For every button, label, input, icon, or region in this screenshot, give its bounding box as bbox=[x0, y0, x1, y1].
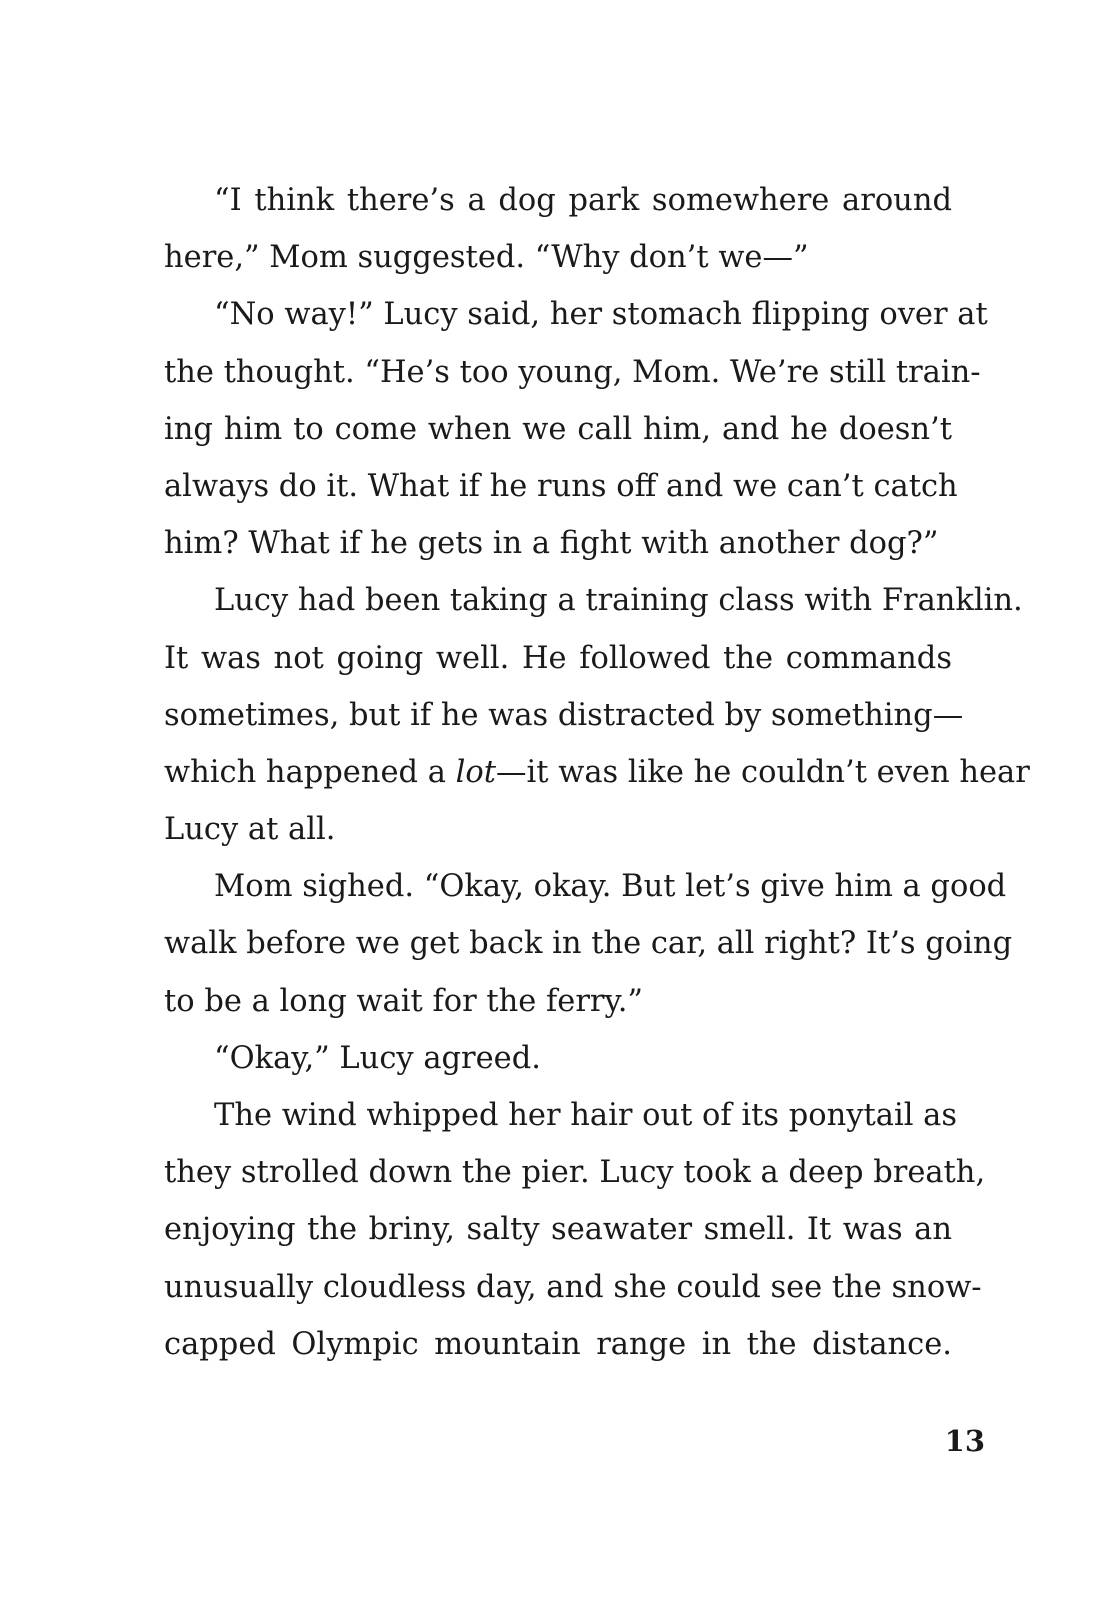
text-line: It was not going well. He followed the commands bbox=[164, 640, 952, 676]
text-line: unusually cloudless day, and she could see the snow- bbox=[164, 1269, 982, 1305]
text-line: “Okay,” Lucy agreed. bbox=[214, 1040, 541, 1076]
text-line: capped Olympic mountain range in the distance. bbox=[164, 1326, 952, 1362]
text-line: sometimes, but if he was distracted by something— bbox=[164, 697, 964, 733]
text-line: Lucy at all. bbox=[164, 812, 336, 848]
text-segment: —it was like he couldn’t even hear bbox=[496, 754, 1030, 790]
text-line: Lucy had been taking a training class with Franklin. bbox=[214, 583, 1023, 619]
body-text bbox=[164, 172, 1030, 1373]
text-line: “No way!” Lucy said, her stomach flipping over at bbox=[214, 297, 988, 333]
text-line: Mom sighed. “Okay, okay. But let’s give him a good bbox=[214, 869, 1007, 905]
text-line: ing him to come when we call him, and he doesn’t bbox=[164, 411, 952, 447]
text-line: walk before we get back in the car, all right? It’s going bbox=[164, 926, 1013, 962]
text-line: to be a long wait for the ferry.” bbox=[164, 983, 643, 1019]
text-line: The wind whipped her hair out of its ponytail as bbox=[214, 1098, 958, 1133]
text-segment: which happened a bbox=[164, 754, 456, 790]
italic-emphasis: lot bbox=[455, 754, 497, 790]
text-line: “I think there’s a dog park somewhere around bbox=[214, 183, 952, 218]
text-line: him? What if he gets in a fight with another dog?” bbox=[164, 526, 939, 562]
text-line bbox=[164, 744, 1030, 801]
text-line: the thought. “He’s too young, Mom. We’re still train- bbox=[164, 354, 981, 390]
text-line: always do it. What if he runs off and we can’t catch bbox=[164, 468, 958, 504]
text-line: they strolled down the pier. Lucy took a deep breath, bbox=[164, 1155, 986, 1191]
text-line: enjoying the briny, salty seawater smell. It was an bbox=[164, 1212, 952, 1248]
page-number: 13 bbox=[944, 1424, 985, 1458]
text-line: here,” Mom suggested. “Why don’t we—” bbox=[164, 240, 809, 276]
